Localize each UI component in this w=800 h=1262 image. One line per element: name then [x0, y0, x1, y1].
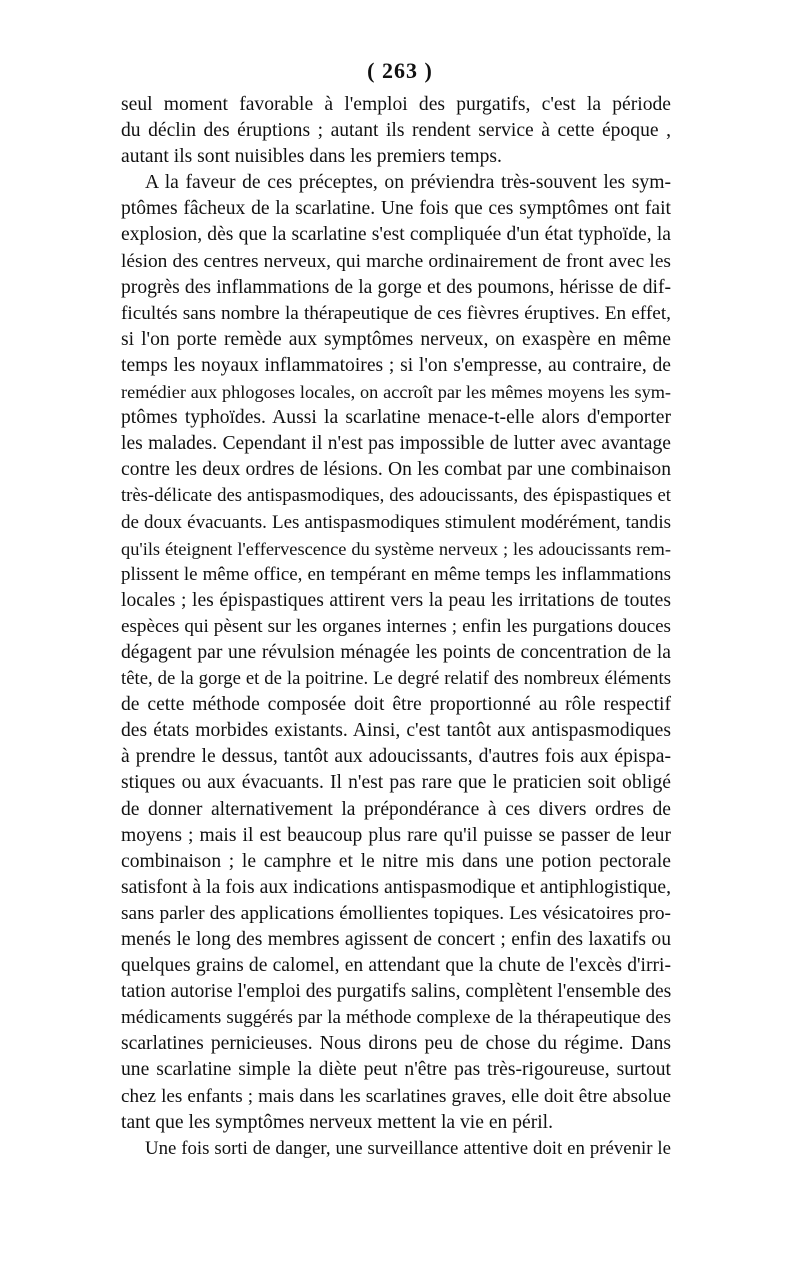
- text-line: ptômes fâcheux de la scarlatine. Une fois que ces symptômes ont fait: [121, 198, 671, 220]
- text-line: remédier aux phlogoses locales, on accroît par les mêmes moyens les sym-: [121, 382, 671, 403]
- text-line: A la faveur de ces préceptes, on préviendra très-souvent les sym-: [145, 172, 671, 194]
- text-line: lésion des centres nerveux, qui marche ordinairement de front avec les: [121, 250, 671, 272]
- text-line: moyens ; mais il est beaucoup plus rare qu'il puisse se passer de leur: [121, 824, 671, 846]
- text-line: qu'ils éteignent l'effervescence du système nerveux ; les adoucissants rem-: [121, 538, 671, 559]
- text-line: Une fois sorti de danger, une surveillance attentive doit en prévenir le: [145, 1137, 671, 1159]
- text-line: temps les noyaux inflammatoires ; si l'on s'empresse, au contraire, de: [121, 354, 671, 376]
- text-line: progrès des inflammations de la gorge et des poumons, hérisse de dif-: [121, 276, 671, 298]
- text-line: scarlatines pernicieuses. Nous dirons peu de chose du régime. Dans: [121, 1033, 671, 1055]
- text-line: ficultés sans nombre la thérapeutique de ces fièvres éruptives. En effet,: [121, 302, 671, 324]
- text-line: autant ils sont nuisibles dans les premiers temps.: [121, 146, 502, 168]
- text-line: tation autorise l'emploi des purgatifs salins, complètent l'ensemble des: [121, 981, 672, 1003]
- paragraph: [121, 1136, 671, 1162]
- paragraph: [121, 170, 671, 1135]
- text-line: tant que les symptômes nerveux mettent la vie en péril.: [121, 1111, 554, 1133]
- text-line: satisfont à la fois aux indications antispasmodique et antiphlogistique,: [121, 876, 671, 898]
- text-line: plissent le même office, en tempérant en même temps les inflammations: [121, 563, 671, 585]
- text-line: de donner alternativement la prépondérance à ces divers ordres de: [121, 798, 671, 820]
- text-line: de cette méthode composée doit être proportionné au rôle respectif: [121, 694, 671, 716]
- text-line: si l'on porte remède aux symptômes nerveux, on exaspère en même: [121, 328, 671, 350]
- text-line: sans parler des applications émollientes topiques. Les vésicatoires pro-: [121, 902, 671, 924]
- text-line: très-délicate des antispasmodiques, des adoucissants, des épispastiques et: [121, 485, 671, 507]
- text-line: tête, de la gorge et de la poitrine. Le degré relatif des nombreux éléments: [121, 668, 671, 690]
- text-line: seul moment favorable à l'emploi des purgatifs, c'est la période: [121, 94, 671, 115]
- text-line: contre les deux ordres de lésions. On les combat par une combinaison: [121, 459, 671, 481]
- text-line: chez les enfants ; mais dans les scarlatines graves, elle doit être absolue: [121, 1085, 671, 1107]
- text-line: menés le long des membres agissent de concert ; enfin des laxatifs ou: [121, 929, 671, 950]
- text-line: combinaison ; le camphre et le nitre mis dans une potion pectorale: [121, 850, 671, 872]
- text-line: dégagent par une révulsion ménagée les points de concentration de la: [121, 641, 671, 663]
- text-line: une scarlatine simple la diète peut n'être pas très-rigoureuse, surtout: [121, 1059, 671, 1081]
- page-number: ( 263 ): [367, 58, 433, 83]
- text-line: de doux évacuants. Les antispasmodiques stimulent modérément, tandis: [121, 511, 671, 533]
- text-line: médicaments suggérés par la méthode complexe de la thérapeutique des: [121, 1007, 671, 1029]
- text-line: stiques ou aux évacuants. Il n'est pas rare que le praticien soit obligé: [121, 772, 671, 794]
- text-line: à prendre le dessus, tantôt aux adoucissants, d'autres fois aux épispa-: [121, 746, 671, 768]
- text-line: locales ; les épispastiques attirent vers la peau les irritations de toutes: [121, 589, 671, 611]
- text-line: quelques grains de calomel, en attendant que la chute de l'excès d'irri-: [121, 955, 671, 977]
- text-line: des états morbides existants. Ainsi, c'est tantôt aux antispasmodiques: [121, 720, 671, 742]
- text-line: espèces qui pèsent sur les organes internes ; enfin les purgations douces: [121, 615, 671, 637]
- text-line: les malades. Cependant il n'est pas impossible de lutter avec avantage: [121, 433, 671, 455]
- text-line: ptômes typhoïdes. Aussi la scarlatine menace-t-elle alors d'emporter: [121, 407, 671, 429]
- text-line: du déclin des éruptions ; autant ils rendent service à cette époque ,: [121, 120, 671, 142]
- text-line: explosion, dès que la scarlatine s'est compliquée d'un état typhoïde, la: [121, 224, 671, 246]
- body-text: [121, 92, 671, 1162]
- paragraph: [121, 92, 671, 170]
